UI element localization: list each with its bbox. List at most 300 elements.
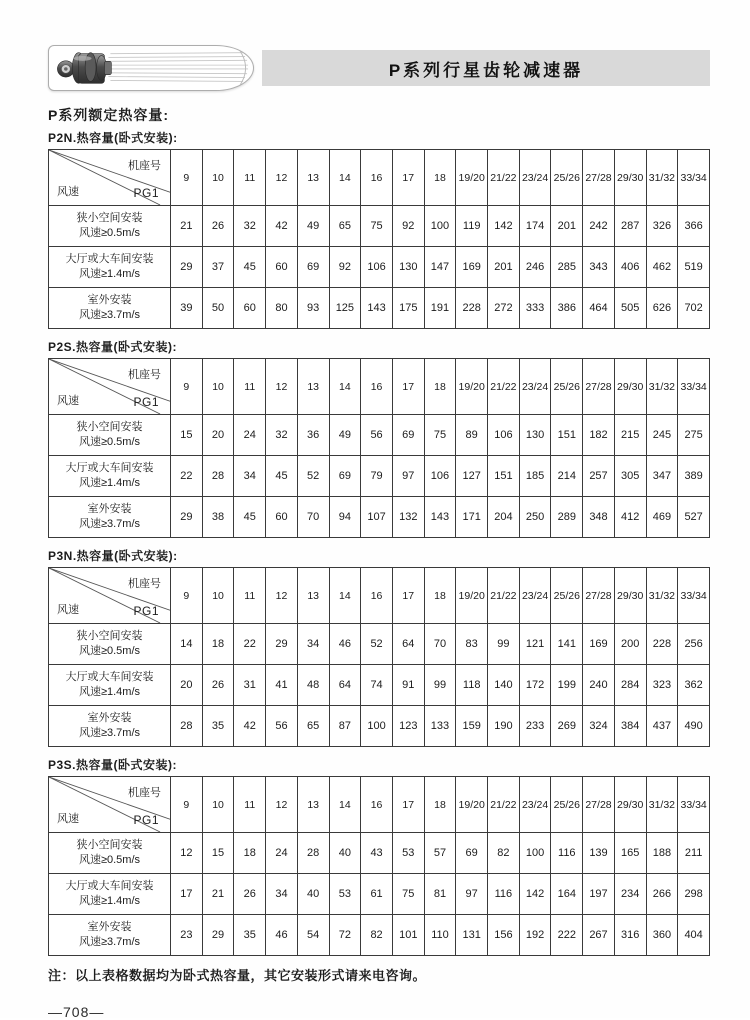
- capacity-value-cell: 43: [361, 833, 393, 874]
- capacity-value-cell: 72: [329, 915, 361, 956]
- column-header: 12: [266, 568, 298, 624]
- capacity-value-cell: 87: [329, 706, 361, 747]
- column-header: 9: [171, 150, 203, 206]
- capacity-value-cell: 69: [329, 456, 361, 497]
- capacity-value-cell: 82: [488, 833, 520, 874]
- capacity-value-cell: 61: [361, 874, 393, 915]
- capacity-value-cell: 49: [329, 415, 361, 456]
- column-header: 11: [234, 568, 266, 624]
- wind-speed-label: 风速≥0.5m/s: [78, 645, 141, 657]
- capacity-value-cell: 140: [488, 665, 520, 706]
- capacity-value-cell: 169: [456, 247, 488, 288]
- column-header: 21/22: [488, 359, 520, 415]
- capacity-value-cell: 171: [456, 497, 488, 538]
- capacity-value-cell: 100: [424, 206, 456, 247]
- wind-speed-label: 风速≥0.5m/s: [78, 227, 141, 239]
- column-header: 12: [266, 777, 298, 833]
- corner-header-cell: [49, 777, 171, 833]
- row-label-cell: [49, 915, 171, 956]
- capacity-value-cell: 75: [361, 206, 393, 247]
- capacity-value-cell: 347: [646, 456, 678, 497]
- column-header: 33/34: [678, 568, 710, 624]
- capacity-value-cell: 131: [456, 915, 488, 956]
- capacity-value-cell: 222: [551, 915, 583, 956]
- capacity-value-cell: 53: [329, 874, 361, 915]
- wind-speed-label: 风速≥1.4m/s: [78, 477, 141, 489]
- capacity-value-cell: 57: [424, 833, 456, 874]
- capacity-value-cell: 182: [583, 415, 615, 456]
- column-header: 11: [234, 359, 266, 415]
- footer-note: 注：以上表格数据均为卧式热容量，其它安装形式请来电咨询。: [48, 968, 427, 983]
- capacity-value-cell: 36: [297, 415, 329, 456]
- column-header: 18: [424, 150, 456, 206]
- capacity-value-cell: 24: [234, 415, 266, 456]
- capacity-value-cell: 151: [551, 415, 583, 456]
- column-header: 27/28: [583, 150, 615, 206]
- capacity-value-cell: 130: [519, 415, 551, 456]
- table-row: [49, 497, 710, 538]
- table-body: [49, 206, 710, 329]
- capacity-value-cell: 233: [519, 706, 551, 747]
- corner-bottom-label: 风速: [57, 186, 79, 198]
- capacity-value-cell: 40: [297, 874, 329, 915]
- column-header: 23/24: [519, 150, 551, 206]
- capacity-value-cell: 132: [392, 497, 424, 538]
- capacity-value-cell: 404: [678, 915, 710, 956]
- column-header: 18: [424, 777, 456, 833]
- column-header: 25/26: [551, 359, 583, 415]
- capacity-value-cell: 35: [202, 706, 234, 747]
- capacity-value-cell: 412: [614, 497, 646, 538]
- capacity-value-cell: 23: [171, 915, 203, 956]
- capacity-value-cell: 42: [234, 706, 266, 747]
- column-header: 12: [266, 359, 298, 415]
- capacity-value-cell: 106: [361, 247, 393, 288]
- install-type-label: 室外安装: [87, 712, 132, 725]
- column-header: 19/20: [456, 359, 488, 415]
- capacity-table: [48, 567, 710, 747]
- logo-box: [48, 45, 254, 91]
- column-header: 21/22: [488, 150, 520, 206]
- column-header: 12: [266, 150, 298, 206]
- capacity-value-cell: 20: [202, 415, 234, 456]
- capacity-value-cell: 234: [614, 874, 646, 915]
- column-header: 31/32: [646, 359, 678, 415]
- column-header: 18: [424, 359, 456, 415]
- wind-speed-label: 风速≥1.4m/s: [78, 895, 141, 907]
- install-type-label: 狭小空间安装: [76, 630, 143, 643]
- capacity-value-cell: 386: [551, 288, 583, 329]
- corner-mid-label: PG1: [133, 395, 159, 409]
- row-label-cell: [49, 665, 171, 706]
- column-header: 14: [329, 568, 361, 624]
- row-label-cell: [49, 247, 171, 288]
- wind-speed-label: 风速≥3.7m/s: [78, 936, 141, 948]
- capacity-table-section: [48, 547, 710, 747]
- capacity-value-cell: 169: [583, 624, 615, 665]
- capacity-value-cell: 101: [392, 915, 424, 956]
- capacity-value-cell: 469: [646, 497, 678, 538]
- capacity-value-cell: 45: [234, 497, 266, 538]
- capacity-value-cell: 284: [614, 665, 646, 706]
- capacity-value-cell: 116: [551, 833, 583, 874]
- capacity-value-cell: 99: [488, 624, 520, 665]
- capacity-value-cell: 343: [583, 247, 615, 288]
- table-head-row: [49, 150, 710, 206]
- capacity-value-cell: 45: [234, 247, 266, 288]
- column-header: 31/32: [646, 777, 678, 833]
- capacity-value-cell: 147: [424, 247, 456, 288]
- install-type-label: 大厅或大车间安装: [65, 671, 154, 684]
- row-label-cell: [49, 833, 171, 874]
- capacity-value-cell: 626: [646, 288, 678, 329]
- capacity-value-cell: 245: [646, 415, 678, 456]
- capacity-value-cell: 21: [202, 874, 234, 915]
- row-label-cell: [49, 206, 171, 247]
- capacity-value-cell: 42: [266, 206, 298, 247]
- column-header: 10: [202, 359, 234, 415]
- capacity-value-cell: 28: [297, 833, 329, 874]
- column-header: 29/30: [614, 777, 646, 833]
- capacity-value-cell: 130: [392, 247, 424, 288]
- capacity-value-cell: 75: [392, 874, 424, 915]
- capacity-value-cell: 505: [614, 288, 646, 329]
- capacity-value-cell: 143: [424, 497, 456, 538]
- gear-reducer-illustration: [57, 53, 111, 84]
- capacity-value-cell: 60: [266, 497, 298, 538]
- capacity-table-section: [48, 129, 710, 329]
- column-header: 25/26: [551, 150, 583, 206]
- capacity-value-cell: 266: [646, 874, 678, 915]
- capacity-value-cell: 250: [519, 497, 551, 538]
- capacity-value-cell: 17: [171, 874, 203, 915]
- capacity-value-cell: 141: [551, 624, 583, 665]
- table-title: P2N.热容量(卧式安装):: [48, 131, 178, 145]
- capacity-value-cell: 60: [266, 247, 298, 288]
- column-header: 14: [329, 359, 361, 415]
- capacity-value-cell: 49: [297, 206, 329, 247]
- capacity-value-cell: 298: [678, 874, 710, 915]
- capacity-value-cell: 56: [361, 415, 393, 456]
- column-header: 16: [361, 359, 393, 415]
- corner-bottom-label: 风速: [57, 395, 79, 407]
- capacity-value-cell: 305: [614, 456, 646, 497]
- table-row: [49, 706, 710, 747]
- column-header: 25/26: [551, 777, 583, 833]
- table-head-row: [49, 777, 710, 833]
- corner-top-label: 机座号: [128, 578, 161, 590]
- capacity-value-cell: 366: [678, 206, 710, 247]
- wind-speed-label: 风速≥1.4m/s: [78, 268, 141, 280]
- column-header: 21/22: [488, 777, 520, 833]
- column-header: 19/20: [456, 568, 488, 624]
- capacity-value-cell: 362: [678, 665, 710, 706]
- table-title: P3S.热容量(卧式安装):: [48, 758, 178, 772]
- capacity-value-cell: 70: [297, 497, 329, 538]
- column-header: 18: [424, 568, 456, 624]
- capacity-value-cell: 214: [551, 456, 583, 497]
- capacity-value-cell: 326: [646, 206, 678, 247]
- column-header: 10: [202, 568, 234, 624]
- row-label-cell: [49, 288, 171, 329]
- reducer-logo-image: [49, 46, 253, 90]
- capacity-value-cell: 21: [171, 206, 203, 247]
- capacity-value-cell: 52: [297, 456, 329, 497]
- capacity-value-cell: 79: [361, 456, 393, 497]
- capacity-value-cell: 384: [614, 706, 646, 747]
- capacity-value-cell: 199: [551, 665, 583, 706]
- capacity-value-cell: 133: [424, 706, 456, 747]
- capacity-value-cell: 28: [171, 706, 203, 747]
- capacity-value-cell: 83: [456, 624, 488, 665]
- column-header: 33/34: [678, 777, 710, 833]
- column-header: 27/28: [583, 568, 615, 624]
- row-label-cell: [49, 706, 171, 747]
- table-row: [49, 206, 710, 247]
- capacity-value-cell: 93: [297, 288, 329, 329]
- section-title: P系列额定热容量:: [48, 107, 169, 123]
- column-header: 9: [171, 568, 203, 624]
- capacity-value-cell: 285: [551, 247, 583, 288]
- capacity-value-cell: 18: [202, 624, 234, 665]
- row-label-cell: [49, 624, 171, 665]
- column-header: 13: [297, 359, 329, 415]
- capacity-value-cell: 204: [488, 497, 520, 538]
- capacity-value-cell: 46: [266, 915, 298, 956]
- capacity-value-cell: 121: [519, 624, 551, 665]
- corner-header-cell: [49, 568, 171, 624]
- capacity-value-cell: 60: [234, 288, 266, 329]
- capacity-value-cell: 37: [202, 247, 234, 288]
- capacity-value-cell: 34: [266, 874, 298, 915]
- capacity-table-section: [48, 338, 710, 538]
- capacity-value-cell: 69: [392, 415, 424, 456]
- wind-speed-label: 风速≥3.7m/s: [78, 727, 141, 739]
- capacity-value-cell: 185: [519, 456, 551, 497]
- row-label-cell: [49, 874, 171, 915]
- capacity-value-cell: 75: [424, 415, 456, 456]
- header-banner: [262, 50, 710, 86]
- capacity-value-cell: 22: [234, 624, 266, 665]
- wind-speed-label: 风速≥3.7m/s: [78, 309, 141, 321]
- column-header: 33/34: [678, 150, 710, 206]
- capacity-value-cell: 12: [171, 833, 203, 874]
- capacity-value-cell: 29: [202, 915, 234, 956]
- corner-top-label: 机座号: [128, 369, 161, 381]
- table-row: [49, 288, 710, 329]
- capacity-value-cell: 464: [583, 288, 615, 329]
- capacity-value-cell: 519: [678, 247, 710, 288]
- capacity-value-cell: 165: [614, 833, 646, 874]
- column-header: 9: [171, 359, 203, 415]
- install-type-label: 大厅或大车间安装: [65, 253, 154, 266]
- wind-speed-label: 风速≥0.5m/s: [78, 436, 141, 448]
- capacity-value-cell: 269: [551, 706, 583, 747]
- install-type-label: 狭小空间安装: [76, 421, 143, 434]
- table-row: [49, 665, 710, 706]
- install-type-label: 室外安装: [87, 921, 132, 934]
- capacity-value-cell: 123: [392, 706, 424, 747]
- column-header: 29/30: [614, 359, 646, 415]
- capacity-value-cell: 82: [361, 915, 393, 956]
- capacity-value-cell: 64: [329, 665, 361, 706]
- capacity-value-cell: 34: [297, 624, 329, 665]
- column-header: 14: [329, 150, 361, 206]
- column-header: 23/24: [519, 777, 551, 833]
- column-header: 9: [171, 777, 203, 833]
- capacity-value-cell: 14: [171, 624, 203, 665]
- table-row: [49, 624, 710, 665]
- capacity-value-cell: 151: [488, 456, 520, 497]
- column-header: 17: [392, 568, 424, 624]
- column-header: 27/28: [583, 359, 615, 415]
- install-type-label: 室外安装: [87, 294, 132, 307]
- capacity-value-cell: 174: [519, 206, 551, 247]
- column-header: 21/22: [488, 568, 520, 624]
- column-header: 17: [392, 359, 424, 415]
- column-header: 31/32: [646, 150, 678, 206]
- column-header: 11: [234, 777, 266, 833]
- capacity-value-cell: 32: [266, 415, 298, 456]
- capacity-value-cell: 106: [424, 456, 456, 497]
- install-type-label: 狭小空间安装: [76, 212, 143, 225]
- capacity-value-cell: 64: [392, 624, 424, 665]
- capacity-value-cell: 110: [424, 915, 456, 956]
- capacity-value-cell: 107: [361, 497, 393, 538]
- capacity-value-cell: 65: [329, 206, 361, 247]
- capacity-value-cell: 143: [361, 288, 393, 329]
- capacity-value-cell: 272: [488, 288, 520, 329]
- column-header: 23/24: [519, 568, 551, 624]
- column-header: 17: [392, 777, 424, 833]
- capacity-value-cell: 26: [202, 206, 234, 247]
- column-header: 19/20: [456, 777, 488, 833]
- table-row: [49, 874, 710, 915]
- tables-container: [48, 129, 710, 956]
- column-header: 14: [329, 777, 361, 833]
- corner-mid-label: PG1: [133, 604, 159, 618]
- capacity-value-cell: 53: [392, 833, 424, 874]
- column-header: 29/30: [614, 568, 646, 624]
- capacity-value-cell: 26: [234, 874, 266, 915]
- capacity-value-cell: 35: [234, 915, 266, 956]
- capacity-value-cell: 246: [519, 247, 551, 288]
- capacity-value-cell: 490: [678, 706, 710, 747]
- page-title: P系列行星齿轮减速器: [388, 60, 584, 80]
- capacity-value-cell: 156: [488, 915, 520, 956]
- column-header: 16: [361, 150, 393, 206]
- column-header: 10: [202, 777, 234, 833]
- table-head-row: [49, 568, 710, 624]
- capacity-value-cell: 65: [297, 706, 329, 747]
- capacity-value-cell: 106: [488, 415, 520, 456]
- capacity-value-cell: 172: [519, 665, 551, 706]
- capacity-table: [48, 149, 710, 329]
- capacity-value-cell: 50: [202, 288, 234, 329]
- install-type-label: 大厅或大车间安装: [65, 880, 154, 893]
- column-header: 31/32: [646, 568, 678, 624]
- column-header: 17: [392, 150, 424, 206]
- capacity-value-cell: 242: [583, 206, 615, 247]
- column-header: 27/28: [583, 777, 615, 833]
- table-body: [49, 833, 710, 956]
- capacity-value-cell: 69: [456, 833, 488, 874]
- capacity-value-cell: 45: [266, 456, 298, 497]
- capacity-value-cell: 31: [234, 665, 266, 706]
- capacity-value-cell: 56: [266, 706, 298, 747]
- capacity-value-cell: 348: [583, 497, 615, 538]
- column-header: 25/26: [551, 568, 583, 624]
- table-row: [49, 915, 710, 956]
- table-row: [49, 833, 710, 874]
- capacity-value-cell: 74: [361, 665, 393, 706]
- capacity-value-cell: 92: [392, 206, 424, 247]
- column-header: 16: [361, 777, 393, 833]
- capacity-value-cell: 69: [297, 247, 329, 288]
- capacity-value-cell: 333: [519, 288, 551, 329]
- row-label-cell: [49, 497, 171, 538]
- capacity-value-cell: 175: [392, 288, 424, 329]
- capacity-value-cell: 26: [202, 665, 234, 706]
- row-label-cell: [49, 456, 171, 497]
- capacity-value-cell: 201: [551, 206, 583, 247]
- capacity-value-cell: 32: [234, 206, 266, 247]
- capacity-value-cell: 100: [361, 706, 393, 747]
- capacity-value-cell: 81: [424, 874, 456, 915]
- wind-speed-label: 风速≥0.5m/s: [78, 854, 141, 866]
- table-title: P3N.热容量(卧式安装):: [48, 549, 178, 563]
- capacity-value-cell: 389: [678, 456, 710, 497]
- capacity-value-cell: 15: [202, 833, 234, 874]
- capacity-value-cell: 125: [329, 288, 361, 329]
- capacity-value-cell: 52: [361, 624, 393, 665]
- capacity-value-cell: 142: [519, 874, 551, 915]
- page-header: [48, 45, 710, 91]
- column-header: 16: [361, 568, 393, 624]
- table-title: P2S.热容量(卧式安装):: [48, 340, 178, 354]
- column-header: 11: [234, 150, 266, 206]
- corner-top-label: 机座号: [128, 787, 161, 799]
- capacity-value-cell: 211: [678, 833, 710, 874]
- capacity-value-cell: 360: [646, 915, 678, 956]
- capacity-value-cell: 139: [583, 833, 615, 874]
- capacity-value-cell: 40: [329, 833, 361, 874]
- capacity-value-cell: 159: [456, 706, 488, 747]
- capacity-value-cell: 80: [266, 288, 298, 329]
- capacity-value-cell: 34: [234, 456, 266, 497]
- column-header: 19/20: [456, 150, 488, 206]
- capacity-value-cell: 240: [583, 665, 615, 706]
- install-type-label: 大厅或大车间安装: [65, 462, 154, 475]
- capacity-value-cell: 191: [424, 288, 456, 329]
- capacity-value-cell: 46: [329, 624, 361, 665]
- capacity-value-cell: 28: [202, 456, 234, 497]
- capacity-value-cell: 267: [583, 915, 615, 956]
- capacity-value-cell: 201: [488, 247, 520, 288]
- capacity-value-cell: 190: [488, 706, 520, 747]
- corner-header-cell: [49, 150, 171, 206]
- corner-top-label: 机座号: [128, 160, 161, 172]
- capacity-value-cell: 94: [329, 497, 361, 538]
- capacity-value-cell: 29: [171, 497, 203, 538]
- capacity-table-section: [48, 756, 710, 956]
- table-row: [49, 415, 710, 456]
- capacity-value-cell: 192: [519, 915, 551, 956]
- table-row: [49, 247, 710, 288]
- capacity-value-cell: 89: [456, 415, 488, 456]
- column-header: 33/34: [678, 359, 710, 415]
- capacity-value-cell: 92: [329, 247, 361, 288]
